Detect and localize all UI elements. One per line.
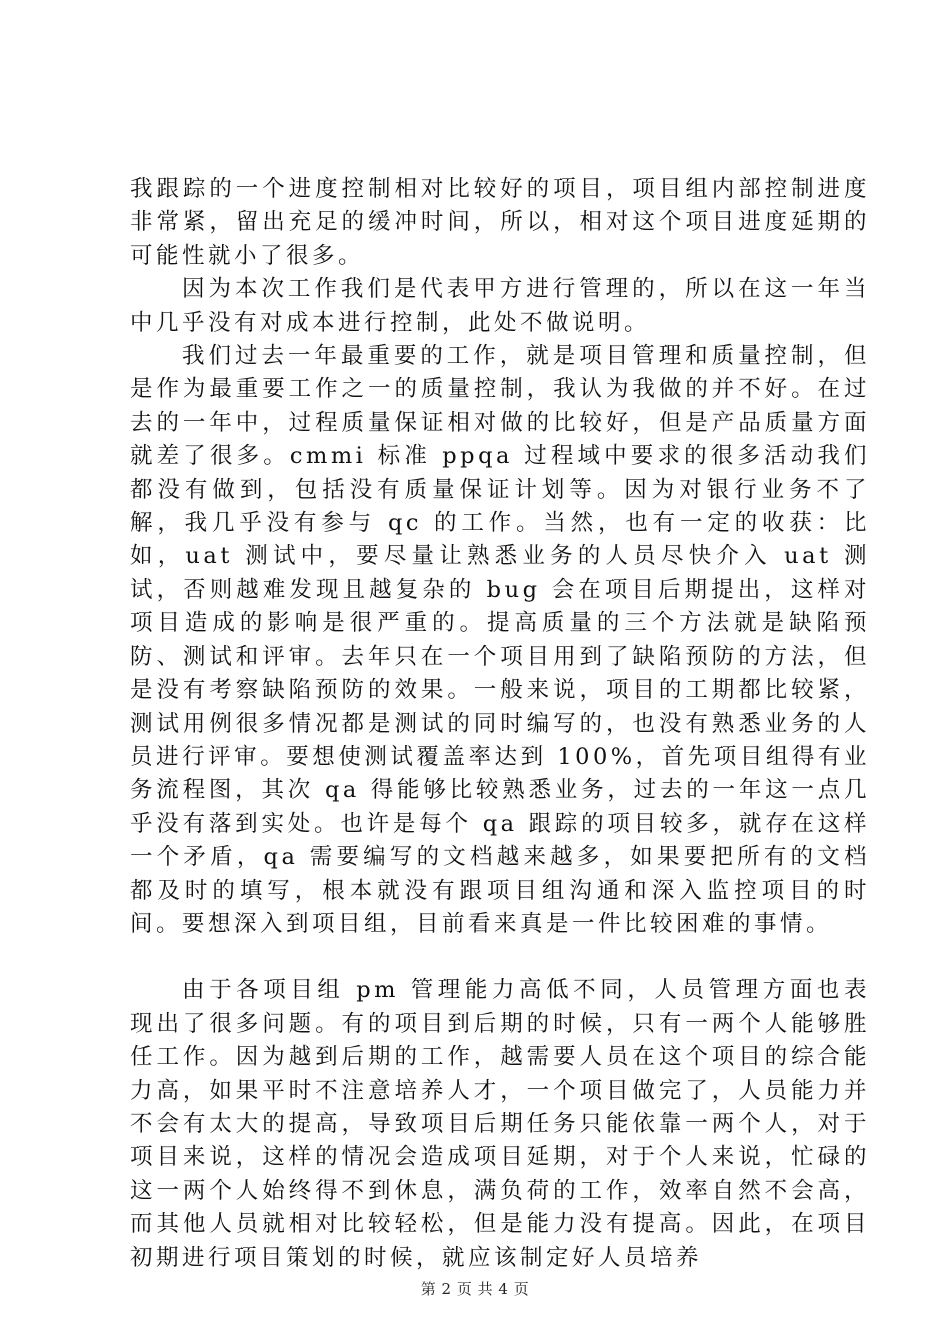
paragraph-3: 我们过去一年最重要的工作，就是项目管理和质量控制，但是作为最重要工作之一的质量控制，我认为我做的并不好。在过去的一年中，过程质量保证相对做的比较好，但是产品质量方面就差了很多。cmmi 标准 ppqa 过程域中要求的很多活动我们都没有做到，包括没有质量保证计划等。因为对银行业务不了解，我几乎没有参与 qc 的工作。当然，也有一定的收获：比如，uat 测试中，要尽量让熟悉业务的人员尽快介入 uat 测试，否则越难发现且越复杂的 bug 会在项目后期提出，这样对项目造成的影响是很严重的。提高质量的三个方法就是缺陷预防、测试和评审。去年只在一个项目用到了缺陷预防的方法，但是没有考察缺陷预防的效果。一般来说，项目的工期都比较紧，测试用例很多情况都是测试的同时编写的，也没有熟悉业务的人员进行评审。要想使测试覆盖率达到 100%，首先项目组得有业务流程图，其次 qa 得能够比较熟悉业务，过去的一年这一点几乎没有落到实处。也许是每个 qa 跟踪的项目较多，就存在这样一个矛盾，qa 需要编写的文档越来越多，如果要把所有的文档都及时的填写，根本就没有跟项目组沟通和深入监控项目的时间。要想深入到项目组，目前看来真是一件比较困难的事情。	[130, 343, 870, 937]
document-body	[130, 173, 870, 1275]
paragraph-2: 因为本次工作我们是代表甲方进行管理的，所以在这一年当中几乎没有对成本进行控制，此处不做说明。	[130, 276, 870, 336]
paragraph-4: 由于各项目组 pm 管理能力高低不同，人员管理方面也表现出了很多问题。有的项目到后期的时候，只有一两个人能够胜任工作。因为越到后期的工作，越需要人员在这个项目的综合能力高，如果平时不注意培养人才，一个项目做完了，人员能力并不会有太大的提高，导致项目后期任务只能依靠一两个人，对于项目来说，这样的情况会造成项目延期，对于个人来说，忙碌的这一两个人始终得不到休息，满负荷的工作，效率自然不会高，而其他人员就相对比较轻松，但是能力没有提高。因此，在项目初期进行项目策划的时候，就应该制定好人员培养	[130, 977, 870, 1271]
paragraph-1: 我跟踪的一个进度控制相对比较好的项目，项目组内部控制进度非常紧，留出充足的缓冲时间，所以，相对这个项目进度延期的可能性就小了很多。	[130, 176, 870, 269]
page-number-footer: 第 2 页 共 4 页	[420, 1280, 530, 1298]
